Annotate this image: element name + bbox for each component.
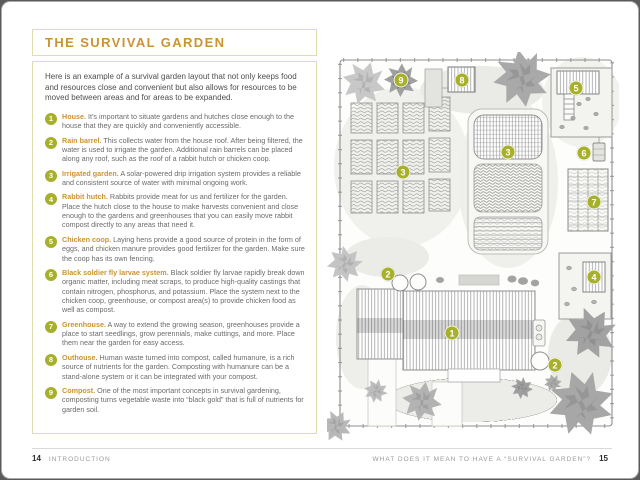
legend-item-text: House. It’s important to situate gardens and hutches close enough to the house that they are quickly and conveniently accessible. bbox=[62, 111, 295, 131]
legend-item-number-badge: 4 bbox=[45, 193, 57, 205]
title-box bbox=[32, 29, 317, 56]
legend-item-text: Black soldier fly larvae system. Black soldier fly larvae rapidly break down organic matter, including meat scraps, to produce high-quality castings that contain nitrogen, phosphorus, and potassium. Place the system next to the chicken coop, greenhouse, or compost area(s) to provide chicken food as well as compost. bbox=[62, 267, 305, 315]
legend-item-number-badge: 7 bbox=[45, 321, 57, 333]
map-marker-3: 3 bbox=[396, 165, 411, 180]
footer-rule bbox=[32, 448, 612, 449]
map-marker-2: 2 bbox=[548, 358, 563, 373]
legend-item-text: Compost. One of the most important concepts in survival gardening, composting turns vegetable waste into “black gold” that is full of nutrients for garden soil. bbox=[62, 385, 304, 414]
map-marker-5: 5 bbox=[569, 81, 584, 96]
legend-item-number-badge: 8 bbox=[45, 354, 57, 366]
legend-item bbox=[45, 169, 305, 188]
legend-item-text: Rabbit hutch. Rabbits provide meat for us and fertilizer for the garden. Place the hutch close to the house to make harvests convenient and close enough to the gardens and greenhouses that you can easily move rabbit compost directly to any areas that need it. bbox=[62, 192, 299, 230]
legend-item-number-badge: 9 bbox=[45, 387, 57, 399]
page-number-right: 15 bbox=[599, 454, 608, 463]
map-markers-layer bbox=[327, 52, 619, 447]
legend-item bbox=[45, 353, 305, 381]
legend-list bbox=[45, 112, 305, 414]
footer-chapter-label: WHAT DOES IT MEAN TO HAVE A “SURVIVAL GARDEN”? bbox=[372, 456, 592, 463]
legend-item bbox=[45, 235, 305, 263]
legend-item-number-badge: 6 bbox=[45, 269, 57, 281]
map-marker-7: 7 bbox=[587, 195, 602, 210]
legend-item bbox=[45, 268, 305, 315]
legend-item bbox=[45, 136, 305, 164]
legend-item-number-badge: 2 bbox=[45, 137, 57, 149]
legend-item-text: Outhouse. Human waste turned into compost, called humanure, is a rich source of nutrients for the garden. Composting with humanure can be a stand-alone system or it can be integrated with your compost. bbox=[62, 352, 295, 381]
legend-item bbox=[45, 192, 305, 229]
legend-item-text: Greenhouse. A way to extend the growing season, greenhouses provide a place to start seedlings, grow perennials, make cuttings, and more. Place them near the garden for easy access. bbox=[62, 319, 300, 348]
legend-item bbox=[45, 112, 305, 131]
map-marker-8: 8 bbox=[455, 73, 470, 88]
legend-item-number-badge: 1 bbox=[45, 113, 57, 125]
page-title: THE SURVIVAL GARDEN bbox=[45, 35, 226, 50]
map-marker-3: 3 bbox=[501, 145, 516, 160]
map-marker-6: 6 bbox=[577, 146, 592, 161]
legend-item bbox=[45, 386, 305, 414]
book-spread bbox=[1, 1, 639, 479]
map-marker-9: 9 bbox=[394, 73, 409, 88]
map-marker-1: 1 bbox=[445, 326, 460, 341]
legend-item bbox=[45, 320, 305, 348]
map-marker-4: 4 bbox=[587, 270, 602, 285]
legend-item-text: Irrigated garden. A solar-powered drip irrigation system provides a reliable and consistent source of water with minimal ongoing work. bbox=[62, 168, 301, 188]
page-number-left: 14 bbox=[32, 454, 41, 463]
garden-map bbox=[327, 52, 619, 447]
legend-box bbox=[32, 61, 317, 434]
footer-section-label: INTRODUCTION bbox=[48, 456, 111, 463]
legend-item-text: Rain barrel. This collects water from the house roof. After being filtered, the water is used to irrigate the garden. Additional rain barrels can be placed along any roof, such as the roof of a rabbit hutch or chicken coop. bbox=[62, 135, 303, 164]
map-marker-2: 2 bbox=[381, 267, 396, 282]
intro-paragraph: Here is an example of a survival garden layout that not only keeps food and resources close and convenient but also allows for resources to be moved between areas and for areas to be expanded. bbox=[45, 72, 297, 103]
legend-item-number-badge: 5 bbox=[45, 236, 57, 248]
footer-right bbox=[373, 454, 608, 463]
footer-left bbox=[32, 454, 111, 463]
legend-item-number-badge: 3 bbox=[45, 170, 57, 182]
legend-item-text: Chicken coop. Laying hens provide a good source of protein in the form of eggs, and chicken manure provides good fertilizer for the garden. Make sure the coop has its own fencing. bbox=[62, 234, 305, 263]
